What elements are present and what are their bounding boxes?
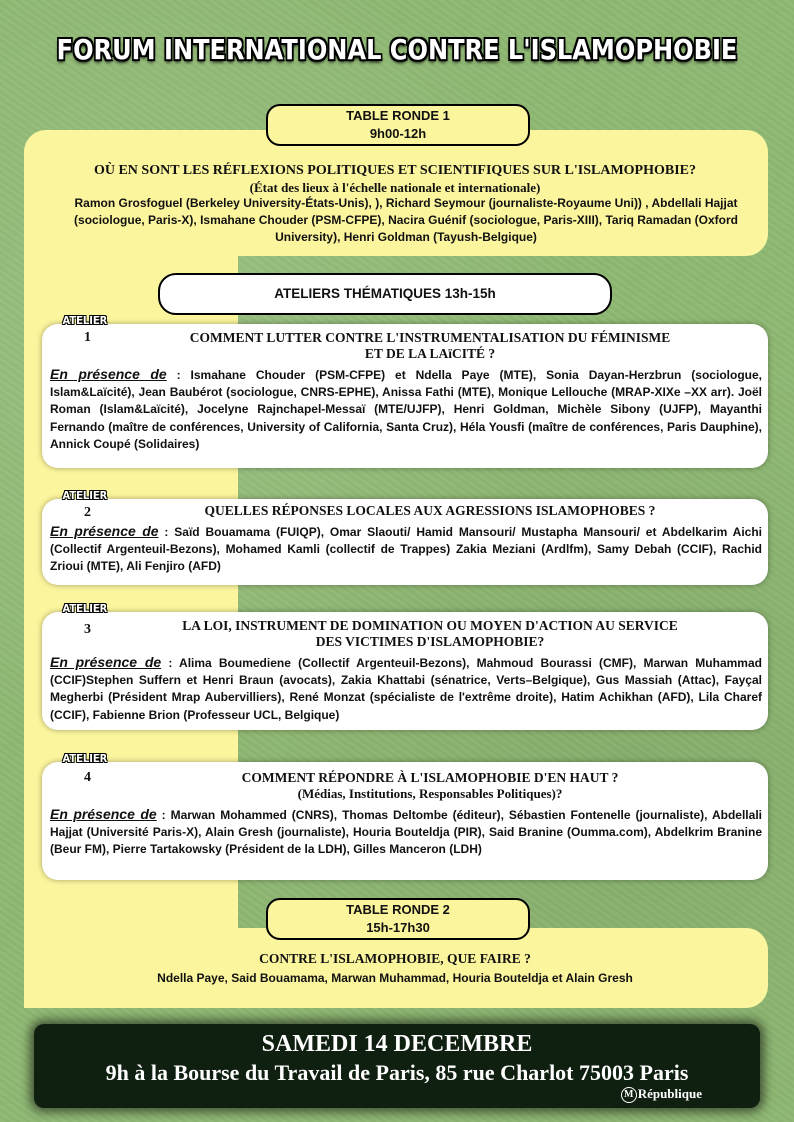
table-ronde-1-label: TABLE RONDE 1 <box>346 108 450 123</box>
atelier-1-heading-line1: COMMENT LUTTER CONTRE L'INSTRUMENTALISATION DU FÉMINISME <box>189 330 671 345</box>
table-ronde-2-heading: CONTRE L'ISLAMOPHOBIE, QUE FAIRE ? <box>259 951 531 966</box>
metro-icon: M <box>621 1087 637 1103</box>
table-ronde-2-speakers: Ndella Paye, Said Bouamama, Marwan Muhammad, Houria Bouteldja et Alain Gresh <box>157 971 633 985</box>
page-title: FORUM INTERNATIONAL CONTRE L'ISLAMOPHOBIE <box>56 33 738 66</box>
atelier-1-speakers: En présence de : Ismahane Chouder (PSM-CFPE) et Ndella Paye (MTE), Sonia Dayan-Herzbrun (sociologue, Islam&Laïcité), Jean Baubérot (sociologue, CNRS-EPHE), Anissa Fathi (MTE), Monique Lellouche (MRAP-XIXe –XX arr). Joël Roman (Islam&Laïcité), Jocelyne Rajnchapel-Messaï (MTE/UJFP), Henri Goldman, Michèle Sibony (UJFP), Mayanthi Fernando (maître de conférences, University of California, Santa Cruz), Héla Yousfi (maître de conférences, Paris Dauphine), Annick Coupé (Solidaires) <box>50 366 762 451</box>
atelier-3-number: 3 <box>84 622 91 637</box>
table-ronde-1-speakers: Ramon Grosfoguel (Berkeley University-États-Unis), ), Richard Seymour (journaliste-Royaume Uni)) , Abdellali Hajjat (sociologue, Paris-X), Ismahane Chouder (PSM-CFPE), Nacira Guénif (sociologue, Paris-XIII), Tariq Ramadan (Oxford University), Henri Goldman (Tayush-Belgique) <box>74 196 738 245</box>
atelier-4-heading-line1: COMMENT RÉPONDRE À L'ISLAMOPHOBIE D'EN HAUT ? <box>241 770 619 785</box>
atelier-1-number: 1 <box>84 330 91 345</box>
atelier-3-speakers: En présence de : Alima Boumediene (Collectif Argenteuil-Bezons), Mahmoud Bourassi (CMF), Marwan Muhammad (CCIF)Stephen Suffern et Henri Braun (avocats), Zakia Khattabi (sénatrice, Verts–Belgique), Gus Massiah (Attac), Fayçal Megherbi (Président Mrap Aubervilliers), René Monzat (spécialiste de l'extrême droite), Hatim Achikhan (AFD), Lila Charef (CCIF), Fabienne Brion (Professeur UCL, Belgique) <box>50 654 762 722</box>
atelier-2-speakers: En présence de : Saïd Bouamama (FUIQP), Omar Slaouti/ Hamid Mansouri/ Mustapha Mansouri/ et Abdelkarim Aichi (Collectif Argenteuil-Bezons), Mohamed Kamli (collectif de Trappes) Zakia Meziani (Ardlfm), Samy Debah (CCIF), Rachid Zrioui (MTE), Ali Fenjiro (AFD) <box>50 523 763 574</box>
metro-station <box>621 1086 702 1103</box>
ateliers-banner-label: ATELIERS THÉMATIQUES 13h-15h <box>274 286 496 301</box>
atelier-4-heading-line2: (Médias, Institutions, Responsables Politiques)? <box>297 786 563 801</box>
table-ronde-1-subheading: (État des lieux à l'échelle nationale et internationale) <box>249 180 541 195</box>
atelier-1-heading-line2: ET DE LA LAïCITÉ ? <box>364 346 496 361</box>
atelier-2-presence-label: En présence de <box>50 523 159 539</box>
atelier-2-speakers-text: Saïd Bouamama (FUIQP), Omar Slaouti/ Hamid Mansouri/ Mustapha Mansouri/ et Abdelkarim Aichi (Collectif Argenteuil-Bezons), Mohamed Kamli (collectif de Trappes) Zakia Meziani (Ardlfm), Samy Debah (CCIF), Rachid Zrioui (MTE), Ali Fenjiro (AFD) <box>50 525 763 574</box>
atelier-1-speakers-text: Ismahane Chouder (PSM-CFPE) et Ndella Paye (MTE), Sonia Dayan-Herzbrun (sociologue, Islam&Laïcité), Jean Baubérot (sociologue, CNRS-EPHE), Anissa Fathi (MTE), Monique Lellouche (MRAP-XIXe –XX arr). Joël Roman (Islam&Laïcité), Jocelyne Rajnchapel-Messaï (MTE/UJFP), Henri Goldman, Michèle Sibony (UJFP), Mayanthi Fernando (maître de conférences, University of California, Santa Cruz), Héla Yousfi (maître de conférences, Paris Dauphine), Annick Coupé (Solidaires) <box>50 368 762 451</box>
atelier-3-heading-line1: LA LOI, INSTRUMENT DE DOMINATION OU MOYEN D'ACTION AU SERVICE <box>182 618 678 633</box>
atelier-4-presence-label: En présence de <box>50 806 157 822</box>
table-ronde-2-time: 15h-17h30 <box>366 920 430 935</box>
event-venue: 9h à la Bourse du Travail de Paris, 85 rue Charlot 75003 Paris <box>105 1060 689 1085</box>
atelier-4-speakers-text: Marwan Mohammed (CNRS), Thomas Deltombe (éditeur), Sébastien Fontenelle (journaliste), Abdellali Hajjat (Université Paris-X), Alain Gresh (journaliste), Houria Bouteldja (PIR), Said Branine (Oumma.com), Abdelkrim Branine (Beur FM), Pierre Tartakowsky (Président de la LDH), Gilles Manceron (LDH) <box>50 808 762 857</box>
atelier-1-presence-label: En présence de <box>50 366 167 382</box>
metro-station-name: République <box>637 1086 702 1101</box>
atelier-4-speakers: En présence de : Marwan Mohammed (CNRS), Thomas Deltombe (éditeur), Sébastien Fontenelle (journaliste), Abdellali Hajjat (Université Paris-X), Alain Gresh (journaliste), Houria Bouteldja (PIR), Said Branine (Oumma.com), Abdelkrim Branine (Beur FM), Pierre Tartakowsky (Président de la LDH), Gilles Manceron (LDH) <box>50 806 762 857</box>
atelier-3-heading-line2: DES VICTIMES D'ISLAMOPHOBIE? <box>315 634 545 649</box>
atelier-2-tag: ATELIER <box>62 489 108 502</box>
atelier-2-number: 2 <box>84 505 91 520</box>
event-date: SAMEDI 14 DECEMBRE <box>261 1031 533 1057</box>
atelier-3-presence-label: En présence de <box>50 654 162 670</box>
table-ronde-1-heading: OÙ EN SONT LES RÉFLEXIONS POLITIQUES ET SCIENTIFIQUES SUR L'ISLAMOPHOBIE? <box>93 163 697 178</box>
atelier-4-number: 4 <box>84 770 91 785</box>
atelier-4-tag: ATELIER <box>62 752 108 765</box>
atelier-3-speakers-text: Alima Boumediene (Collectif Argenteuil-Bezons), Mahmoud Bourassi (CMF), Marwan Muhammad (CCIF)Stephen Suffern et Henri Braun (avocats), Zakia Khattabi (sénatrice, Verts–Belgique), Gus Massiah (Attac), Fayçal Megherbi (Président Mrap Aubervilliers), René Monzat (spécialiste de l'extrême droite), Hatim Achikhan (AFD), Lila Charef (CCIF), Fabienne Brion (Professeur UCL, Belgique) <box>50 656 762 722</box>
table-ronde-1-time: 9h00-12h <box>369 126 427 141</box>
table-ronde-2-badge <box>266 898 530 940</box>
atelier-2-heading-line1: QUELLES RÉPONSES LOCALES AUX AGRESSIONS ISLAMOPHOBES ? <box>204 503 656 518</box>
ateliers-banner <box>158 273 612 315</box>
table-ronde-2-label: TABLE RONDE 2 <box>346 902 450 917</box>
table-ronde-1-badge <box>266 104 530 146</box>
event-footer <box>34 1024 760 1108</box>
atelier-3-tag: ATELIER <box>62 602 108 615</box>
atelier-1-tag: ATELIER <box>62 314 108 327</box>
table-ronde-2-panel <box>24 928 768 1008</box>
